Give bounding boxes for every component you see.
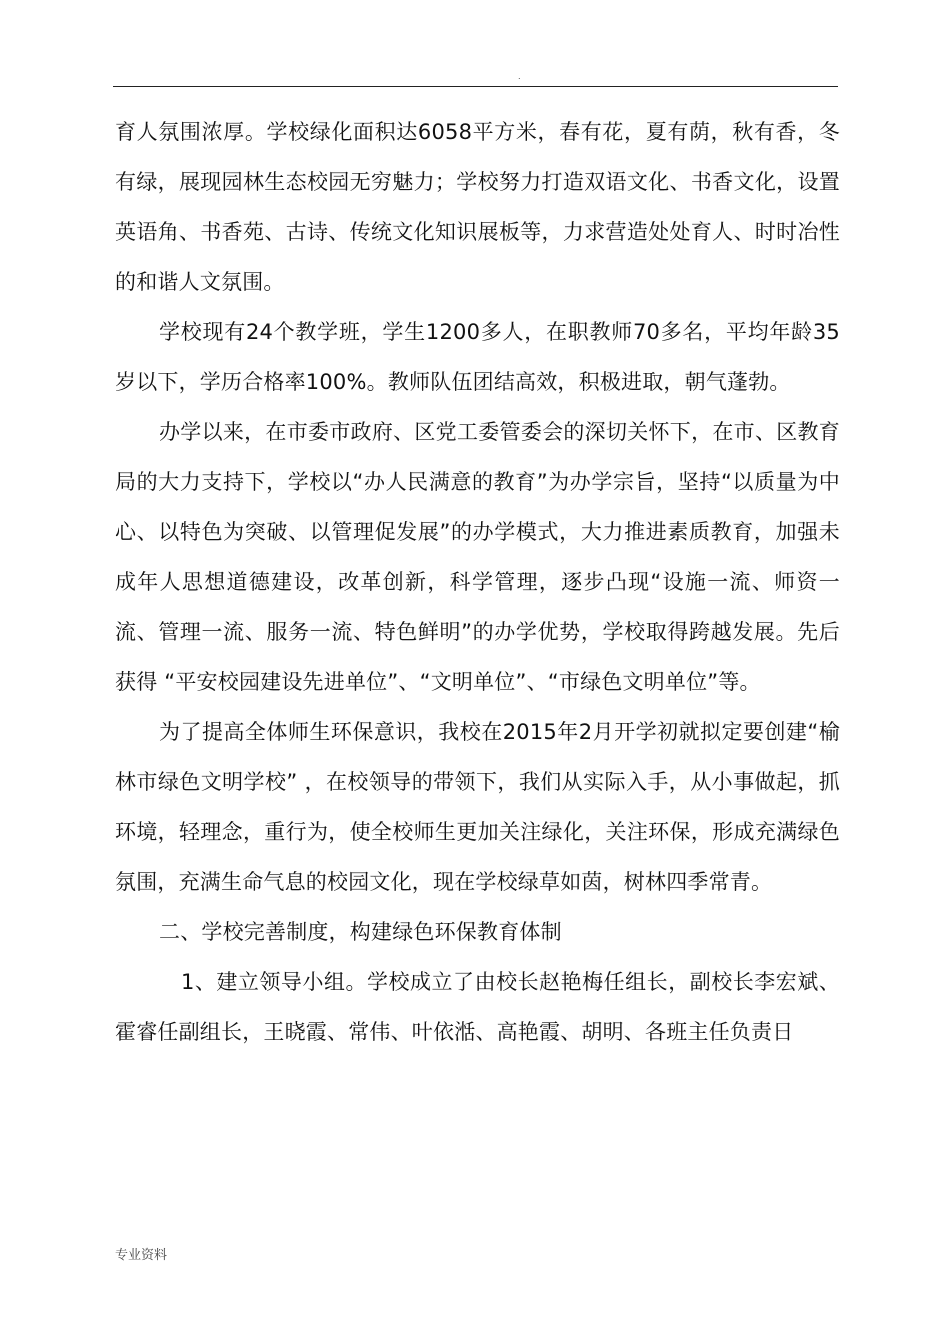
paragraph-continuation: 育人氛围浓厚。学校绿化面积达6058平方米，春有花，夏有荫，秋有香，冬有绿，展现园林生态校园无穷魅力；学校努力打造双语文化、书香文化，设置英语角、书香苑、古诗、传统文化知识展板等，力求营造处处育人、时时冶性的和谐人文氛围。 — [115, 120, 840, 294]
paragraph-school-overview: 学校现有24个教学班，学生1200多人，在职教师70多名，平均年龄35岁以下，学历合格率100%。教师队伍团结高效，积极进取，朝气蓬勃。 — [115, 320, 840, 394]
paragraph-school-history: 办学以来，在市委市政府、区党工委管委会的深切关怀下，在市、区教育局的大力支持下，学校以“办人民满意的教育”为办学宗旨，坚持“以质量为中心、以特色为突破、以管理促发展”的办学模式，大力推进素质教育，加强未成年人思想道德建设，改革创新，科学管理，逐步凸现“设施一流、师资一流、管理一流、服务一流、特色鲜明”的办学优势，学校取得跨越发展。先后获得 “平安校园建设先进单位”、“文明单位”、“市绿色文明单位”等。 — [115, 420, 840, 694]
header-rule — [113, 86, 838, 87]
paragraph-leadership-group: 1、建立领导小组。学校成立了由校长赵艳梅任组长，副校长李宏斌、霍睿任副组长，王晓霞、常伟、叶依湉、高艳霞、胡明、各班主任负责日 — [115, 970, 840, 1044]
document-body — [115, 107, 840, 1057]
paragraph-green-school-goal: 为了提高全体师生环保意识，我校在2015年2月开学初就拟定要创建“榆林市绿色文明学校” ，在校领导的带领下，我们从实际入手，从小事做起，抓环境，轻理念，重行为，使全校师生更加关注绿化，关注环保，形成充满绿色氛围，充满生命气息的校园文化，现在学校绿草如茵，树林四季常青。 — [115, 720, 840, 894]
section-heading-2: 二、学校完善制度，构建绿色环保教育体制 — [159, 920, 562, 944]
header-mark: . — [518, 72, 521, 81]
footer-label: 专业资料 — [115, 1248, 168, 1263]
